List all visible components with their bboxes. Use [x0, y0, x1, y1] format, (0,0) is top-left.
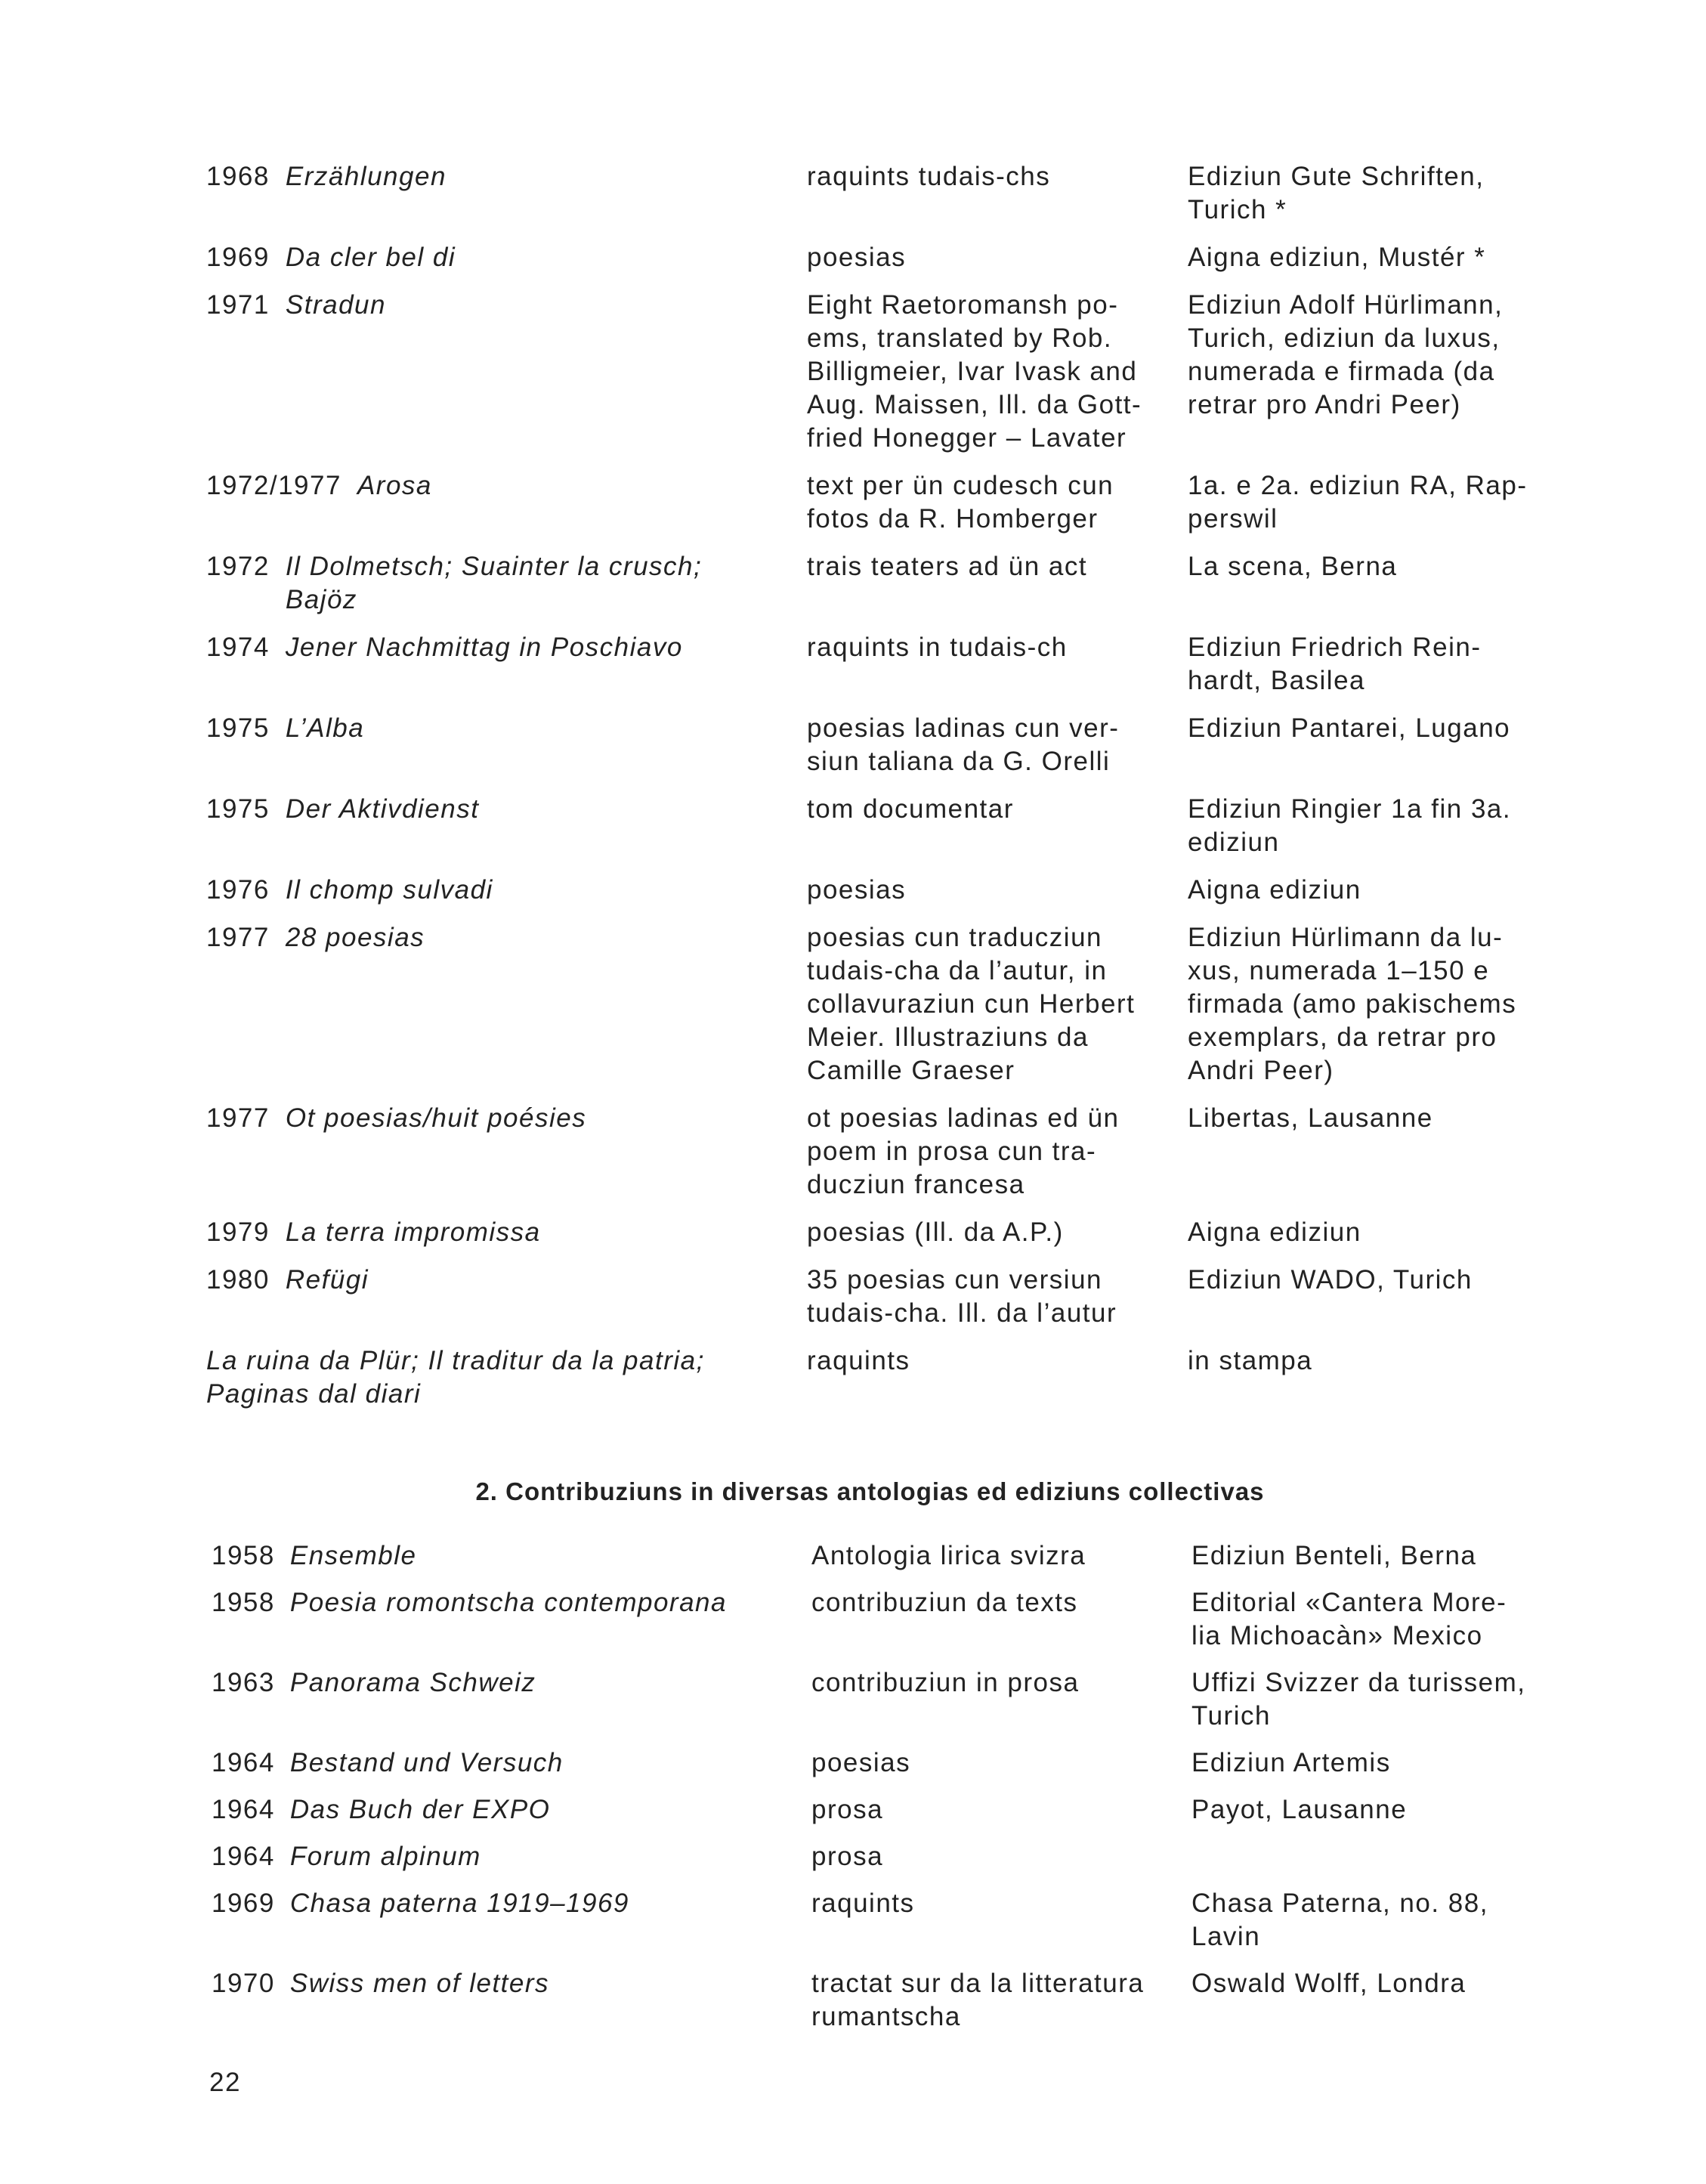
bibliography-entry — [206, 1264, 1528, 1330]
entry-publisher: Ediziun Friedrich Rein- hardt, Basilea — [1188, 633, 1482, 695]
entry-title: Arosa — [357, 471, 432, 500]
entry-title: Forum alpinum — [289, 1842, 481, 1871]
entry-year: 1971 — [206, 290, 270, 320]
entry-description: Eight Raetoromansh po- ems, translated by Rob. Billigmeier, Ivar Ivask and Aug. Maissen, Ill. da Gott- fried Honegger – Lavater — [807, 290, 1142, 453]
entry-title: Il Dolmetsch; Suainter la crusch; Bajöz — [285, 552, 703, 614]
entry-publisher: 1a. e 2a. ediziun RA, Rap- perswil — [1188, 471, 1528, 534]
entry-year: 1970 — [212, 1969, 275, 1998]
entry-title: Da cler bel di — [285, 243, 456, 272]
entry-title: La terra impromissa — [285, 1217, 541, 1247]
entry-title: Jener Nachmittag in Poschiavo — [285, 633, 683, 662]
bibliography-entry — [206, 1102, 1528, 1202]
entry-description: prosa — [811, 1795, 884, 1824]
entry-publisher: Ediziun Hürlimann da lu- xus, numerada 1–150 e firmada (amo pakischems exemplars, da retrar pro Andri Peer) — [1188, 923, 1517, 1085]
entry-description: tractat sur da la litteratura rumantscha — [811, 1969, 1145, 2031]
entry-year-title — [212, 1746, 811, 1780]
entry-year-title — [206, 1216, 807, 1249]
bibliography-entry — [206, 793, 1528, 859]
entry-publisher: Aigna ediziun — [1188, 875, 1361, 905]
entry-publisher: Ediziun WADO, Turich — [1188, 1265, 1473, 1295]
entry-year-title — [206, 1344, 807, 1411]
entry-year-title — [206, 793, 807, 859]
entry-year-title — [206, 550, 807, 617]
contribution-entry — [212, 1887, 1525, 1954]
bibliography-entry — [206, 631, 1528, 698]
entry-year-title — [212, 1887, 811, 1954]
section-heading: 2. Contribuziuns in diversas antologias ed ediziuns collectivas — [475, 1477, 1265, 1505]
entry-year: 1964 — [212, 1748, 275, 1777]
entry-year-title — [206, 241, 807, 274]
entry-year: 1980 — [206, 1265, 270, 1295]
entry-title: Stradun — [285, 290, 386, 320]
entry-description: poesias — [807, 243, 907, 272]
entry-year-title — [212, 1666, 811, 1733]
entry-year: 1976 — [206, 875, 270, 905]
entry-description: ot poesias ladinas ed ün poem in prosa cun tra- ducziun francesa — [807, 1103, 1120, 1199]
bibliography-entry — [206, 241, 1528, 274]
entry-description: raquints in tudais-ch — [807, 633, 1068, 662]
entry-year-title — [212, 1539, 811, 1573]
entry-year: 1964 — [212, 1842, 275, 1871]
entry-publisher: La scena, Berna — [1188, 552, 1398, 581]
entry-description: poesias — [807, 875, 907, 905]
entry-year: 1958 — [212, 1588, 275, 1617]
entry-description: 35 poesias cun versiun tudais-cha. Ill. da l’autur — [807, 1265, 1117, 1328]
entry-year: 1964 — [212, 1795, 275, 1824]
entry-title: Poesia romontscha contemporana — [289, 1588, 727, 1617]
bibliography-entry — [206, 160, 1528, 227]
bibliography-entry — [206, 712, 1528, 778]
entry-year: 1974 — [206, 633, 270, 662]
entry-title: Il chomp sulvadi — [285, 875, 493, 905]
entry-publisher: Ediziun Benteli, Berna — [1191, 1541, 1477, 1570]
entry-year-title — [206, 289, 807, 455]
entry-publisher: Editorial «Cantera More- lia Michoacàn» Mexico — [1191, 1588, 1507, 1650]
entry-year-title — [206, 921, 807, 1087]
entry-description: Antologia lirica svizra — [811, 1541, 1086, 1570]
bibliography-entry — [206, 550, 1528, 617]
entry-year-title — [212, 1967, 811, 2034]
bibliography-entry — [206, 469, 1528, 536]
entry-publisher: Oswald Wolff, Londra — [1191, 1969, 1466, 1998]
entry-title: Das Buch der EXPO — [289, 1795, 551, 1824]
entry-title: 28 poesias — [285, 923, 425, 952]
entry-year: 1972 — [206, 552, 270, 581]
entry-title: Chasa paterna 1919–1969 — [289, 1889, 629, 1918]
entry-year-title — [212, 1840, 811, 1873]
bibliography-entry — [206, 874, 1528, 907]
entry-description: trais teaters ad ün act — [807, 552, 1088, 581]
bibliography-entry — [206, 1344, 1528, 1411]
entry-title: La ruina da Plür; Il traditur da la patria; Paginas dal diari — [206, 1346, 705, 1409]
entry-publisher: Ediziun Adolf Hürlimann, Turich, ediziun da luxus, numerada e firmada (da retrar pro Andri Peer) — [1188, 290, 1504, 419]
entry-year-title — [206, 1264, 807, 1330]
entry-description: raquints tudais-chs — [807, 162, 1051, 191]
entry-description: text per ün cudesch cun fotos da R. Homberger — [807, 471, 1114, 534]
entry-year-title — [206, 631, 807, 698]
entry-year-title — [206, 712, 807, 778]
bibliography-entry — [206, 1216, 1528, 1249]
contribution-entry — [212, 1539, 1525, 1573]
entry-title: L’Alba — [285, 713, 365, 743]
entry-description: poesias (Ill. da A.P.) — [807, 1217, 1064, 1247]
entry-year: 1975 — [206, 794, 270, 824]
entry-year-title — [206, 1102, 807, 1202]
entry-year: 1977 — [206, 1103, 270, 1133]
entry-year: 1958 — [212, 1541, 275, 1570]
entry-description: poesias — [811, 1748, 911, 1777]
bibliography-entry — [206, 289, 1528, 455]
entry-year-title — [212, 1793, 811, 1827]
contribution-entry — [212, 1586, 1525, 1653]
entry-publisher: Chasa Paterna, no. 88, Lavin — [1191, 1889, 1488, 1951]
entry-description: prosa — [811, 1842, 884, 1871]
contribution-entry — [212, 1967, 1525, 2034]
entry-publisher: Aigna ediziun, Mustér * — [1188, 243, 1486, 272]
entry-year-title — [206, 160, 807, 227]
entry-publisher: Libertas, Lausanne — [1188, 1103, 1433, 1133]
entry-year: 1968 — [206, 162, 270, 191]
contributions-list — [212, 1539, 1525, 2047]
entry-description: contribuziun in prosa — [811, 1668, 1080, 1697]
contribution-entry — [212, 1840, 1525, 1873]
entry-title: Panorama Schweiz — [289, 1668, 536, 1697]
entry-title: Ensemble — [289, 1541, 417, 1570]
entry-year-title — [206, 874, 807, 907]
entry-publisher: Aigna ediziun — [1188, 1217, 1361, 1247]
entry-year: 1969 — [212, 1889, 275, 1918]
entry-description: raquints — [811, 1889, 915, 1918]
contribution-entry — [212, 1666, 1525, 1733]
entry-title: Der Aktivdienst — [285, 794, 480, 824]
entry-year: 1972/1977 — [206, 471, 342, 500]
entry-year: 1963 — [212, 1668, 275, 1697]
entry-publisher: Payot, Lausanne — [1191, 1795, 1408, 1824]
page-number: 22 — [209, 2068, 241, 2097]
entry-description: poesias cun traducziun tudais-cha da l’autur, in collavuraziun cun Herbert Meier. Illustraziuns da Camille Graeser — [807, 923, 1136, 1085]
entry-publisher: Ediziun Ringier 1a fin 3a. ediziun — [1188, 794, 1512, 857]
entry-year: 1969 — [206, 243, 270, 272]
entry-publisher: Ediziun Gute Schriften, Turich * — [1188, 162, 1485, 224]
entry-year: 1977 — [206, 923, 270, 952]
entry-year: 1979 — [206, 1217, 270, 1247]
entry-publisher: Ediziun Pantarei, Lugano — [1188, 713, 1511, 743]
entry-year-title — [206, 469, 807, 536]
bibliography-entry — [206, 921, 1528, 1087]
entry-year: 1975 — [206, 713, 270, 743]
entry-publisher: in stampa — [1188, 1346, 1313, 1375]
entry-description: contribuziun da texts — [811, 1588, 1078, 1617]
publications-list — [206, 160, 1528, 1425]
entry-publisher: Ediziun Artemis — [1191, 1748, 1391, 1777]
entry-title: Refügi — [285, 1265, 369, 1295]
entry-description: raquints — [807, 1346, 910, 1375]
entry-title: Bestand und Versuch — [289, 1748, 564, 1777]
entry-title: Erzählungen — [285, 162, 447, 191]
contribution-entry — [212, 1746, 1525, 1780]
entry-description: poesias ladinas cun ver- siun taliana da G. Orelli — [807, 713, 1120, 776]
entry-description: tom documentar — [807, 794, 1014, 824]
contribution-entry — [212, 1793, 1525, 1827]
entry-title: Swiss men of letters — [289, 1969, 550, 1998]
entry-year-title — [212, 1586, 811, 1653]
entry-publisher: Uffizi Svizzer da turissem, Turich — [1191, 1668, 1526, 1731]
entry-title: Ot poesias/huit poésies — [285, 1103, 587, 1133]
